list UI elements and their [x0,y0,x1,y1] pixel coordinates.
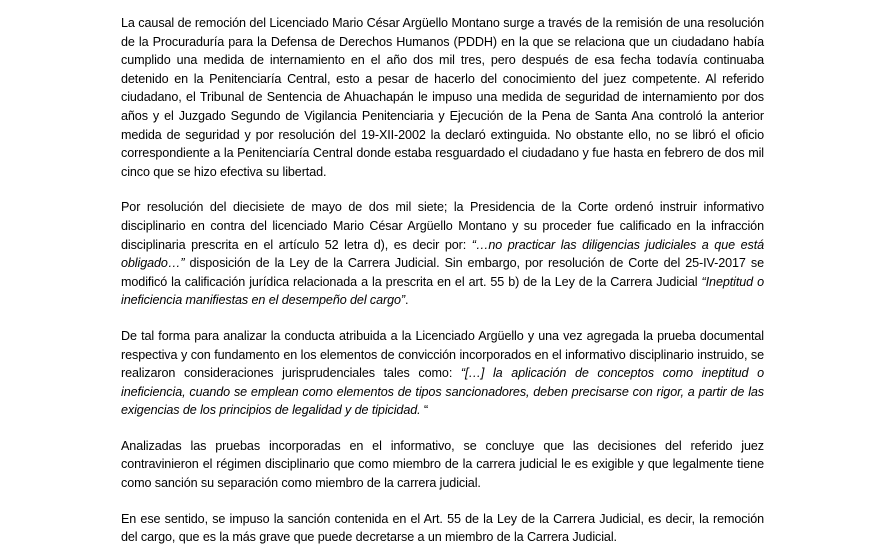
paragraph-text: “ [420,403,429,418]
paragraph-text: De tal forma para analizar la conducta atribuida a la Licenciado Argüello y una vez agregada la prueba documental respectiva y con fundamento en los elementos de convicción incorporados en el informativo disciplinario instruido, se realizaron consideraciones jurisprudenciales tales como: [121,328,764,381]
paragraph-disciplinary-resolution [121,198,764,310]
paragraph-jurisprudence [121,327,764,420]
quoted-text: “[…] la aplicación de conceptos como ineptitud o ineficiencia, cuando se emplean como elementos de tipos sancionadores, deben precisarse con rigor, a partir de las exigencias de los principios de legalidad y de tipicidad. [121,366,764,418]
paragraph-text: Por resolución del diecisiete de mayo de dos mil siete; la Presidencia de la Corte ordenó instruir informativo disciplinario en contra del licenciado Mario César Argüello Montano y su proceder fue calificado en la infracción disciplinaria prescrita en el artículo 52 letra d), es decir por: [121,200,764,252]
paragraph-conclusion [121,437,764,493]
paragraph-text: disposición de la Ley de la Carrera Judicial. Sin embargo, por resolución de Corte del 25-IV-2017 se modificó la calificación jurídica relacionada a la prescrita en el art. 55 b) de la Ley de la Carrera Judicial [121,256,764,289]
paragraph-text: En ese sentido, se impuso la sanción contenida en el Art. 55 de la Ley de la Carrera Judicial, es decir, la remoción del cargo, que es la más grave que puede decretarse a un miembro de la Carrera Judicial. [121,511,764,545]
quoted-text: “…no practicar las diligencias judiciales a que está obligado…” [121,237,765,271]
paragraph-text: Analizadas las pruebas incorporadas en el informativo, se concluye que las decisiones del referido juez contravinieron el régimen disciplinario que como miembro de la carrera judicial le es exigible y que legalmente tiene como sanción su separación como miembro de la carrera judicial. [121,438,764,491]
paragraph-text: La causal de remoción del Licenciado Mario César Argüello Montano surge a través de la remisión de una resolución de la Procuraduría para la Defensa de Derechos Humanos (PDDH) en la que se relaciona que un ciudadano había cumplido una medida de internamiento en el año dos mil tres, pero después de esa fecha todavía continuaba detenido en la Penitenciaría Central, esto a pesar de hacerlo del conocimiento del juez competente. Al referido ciudadano, el Tribunal de Sentencia de Ahuachapán le impuso una medida de seguridad de internamiento por dos años y el Juzgado Segundo de Vigilancia Penitenciaria y Ejecución de la Pena de Santa Ana controló la anterior medida de seguridad y por resolución del 19-XII-2002 la declaró extinguida. No obstante ello, no se libró el oficio correspondiente a la Penitenciaría Central donde estaba resguardado el ciudadano y fue hasta en febrero de dos mil cinco que se hizo efectiva su libertad. [121,16,764,179]
paragraph-text: . [405,293,409,308]
paragraph-sanction [121,510,764,547]
document-body [121,14,764,547]
quoted-text: “Ineptitud o ineficiencia manifiestas en el desempeño del cargo” [121,274,764,308]
paragraph-removal-cause [121,14,764,181]
